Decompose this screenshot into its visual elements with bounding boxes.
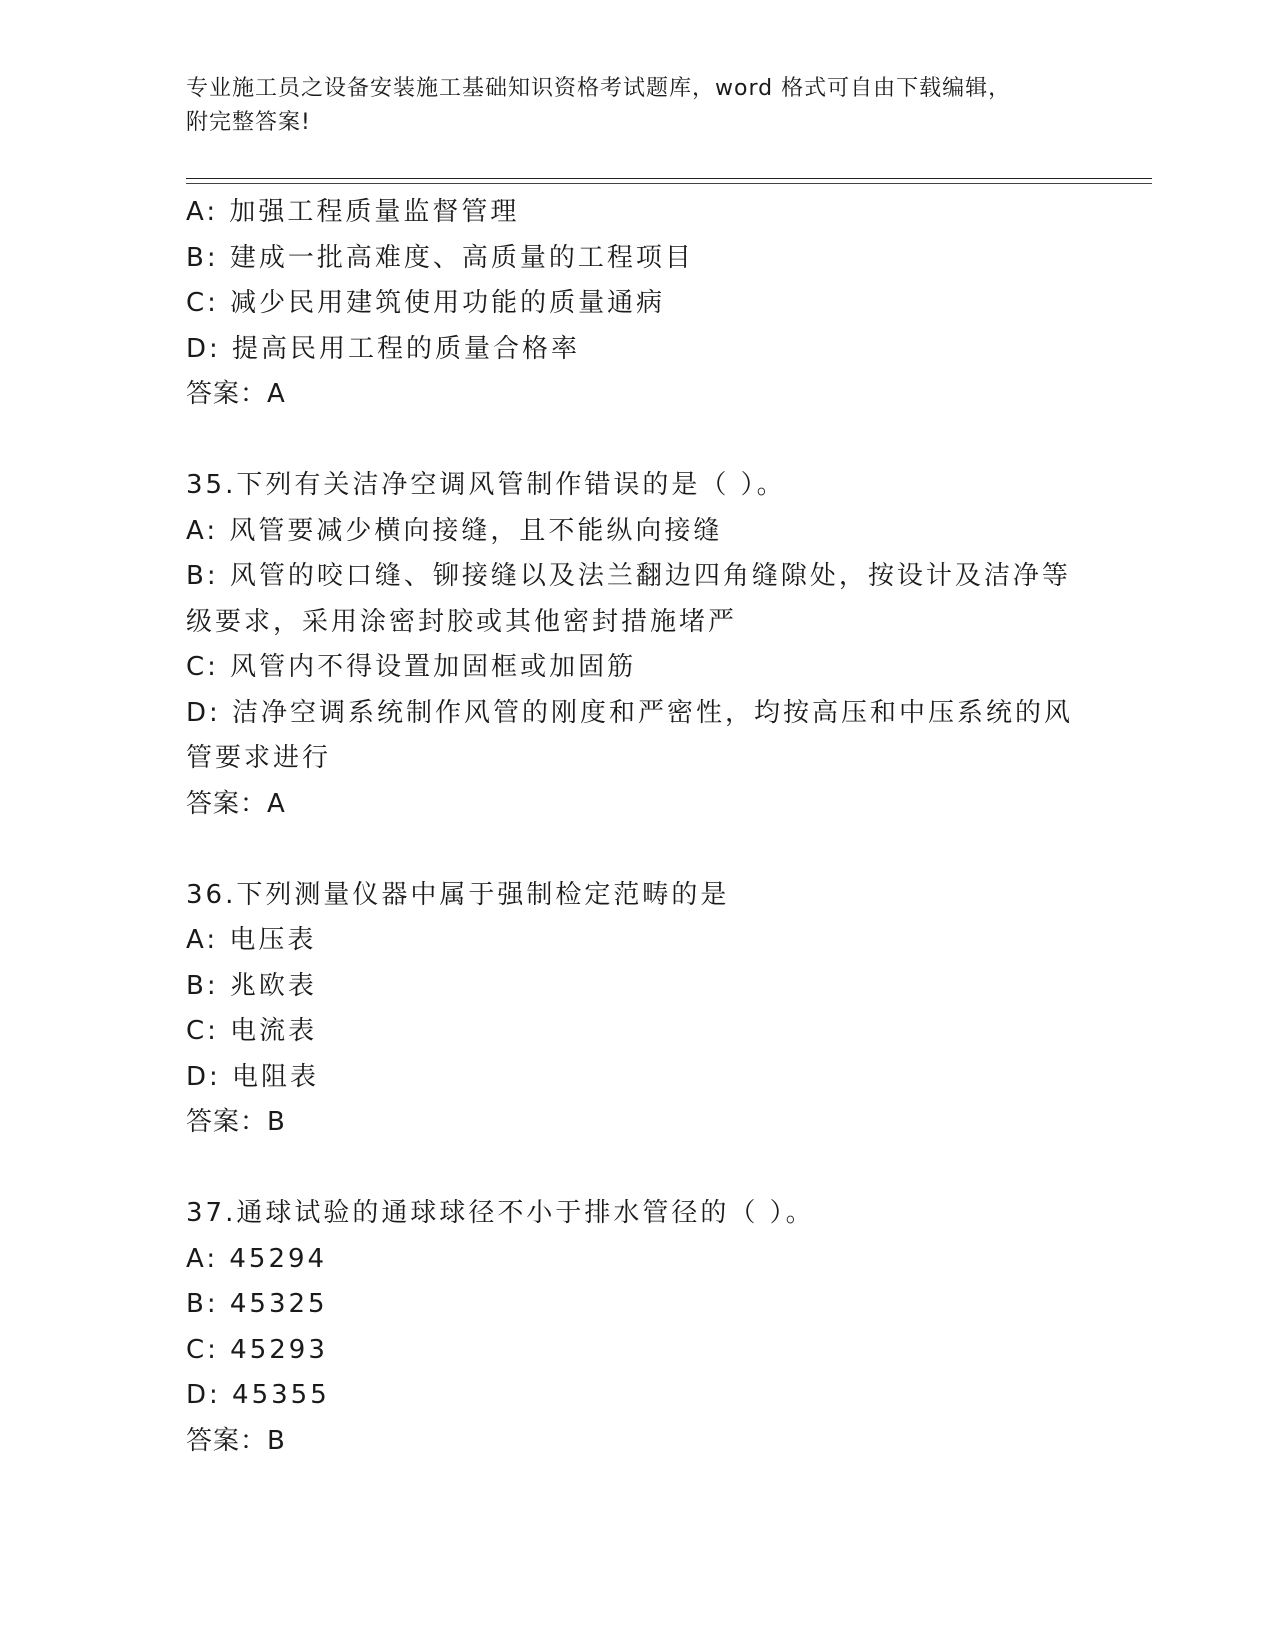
option-d: D: 45355 (186, 1380, 330, 1410)
option-d: D: 电阻表 (186, 1061, 320, 1092)
question-list (186, 190, 1086, 1464)
answer-line: 答案：A (186, 379, 286, 409)
option-b: B: 兆欧表 (186, 970, 317, 1001)
page-header (186, 72, 1066, 140)
header-rule-thick (186, 178, 1152, 179)
option-b: B: 风管的咬口缝、铆接缝以及法兰翻边四角缝隙处，按设计及洁净等 (186, 561, 1071, 591)
option-d-continued: 管要求进行 (186, 743, 332, 773)
option-c: C: 45293 (186, 1334, 328, 1365)
option-d: D: 提高民用工程的质量合格率 (186, 333, 581, 364)
answer-line: 答案：A (186, 788, 286, 819)
option-d: D: 洁净空调系统制作风管的刚度和严密性，均按高压和中压系统的风 (186, 697, 1074, 728)
question-text: 36.下列测量仪器中属于强制检定范畴的是 (186, 879, 730, 910)
header-line-1: 专业施工员之设备安装施工基础知识资格考试题库，word 格式可自由下载编辑， (186, 76, 1012, 101)
question-text: 35.下列有关洁净空调风管制作错误的是（ ）。 (186, 470, 786, 500)
option-c: C: 电流表 (186, 1016, 318, 1046)
option-a: A: 风管要减少横向接缝，且不能纵向接缝 (186, 515, 723, 546)
option-c: C: 减少民用建筑使用功能的质量通病 (186, 288, 666, 318)
option-a: A: 加强工程质量监督管理 (186, 197, 520, 227)
spacer (186, 418, 1086, 464)
answer-line: 答案：B (186, 1107, 286, 1137)
option-c: C: 风管内不得设置加固框或加固筋 (186, 652, 637, 682)
spacer (186, 827, 1086, 873)
header-rule-thin (186, 183, 1152, 184)
option-b: B: 建成一批高难度、高质量的工程项目 (186, 242, 694, 273)
option-a: A: 45294 (186, 1243, 328, 1274)
question-36 (186, 873, 1086, 1146)
answer-line: 答案：B (186, 1425, 286, 1456)
header-line-2: 附完整答案! (186, 110, 311, 135)
question-37 (186, 1191, 1086, 1464)
question-text: 37.通球试验的通球球径不小于排水管径的（ ）。 (186, 1198, 815, 1228)
option-a: A: 电压表 (186, 925, 317, 955)
question-34 (186, 190, 1086, 418)
question-35 (186, 463, 1086, 827)
option-b-continued: 级要求，采用涂密封胶或其他密封措施堵严 (186, 606, 738, 637)
spacer (186, 1146, 1086, 1192)
option-b: B: 45325 (186, 1289, 328, 1319)
